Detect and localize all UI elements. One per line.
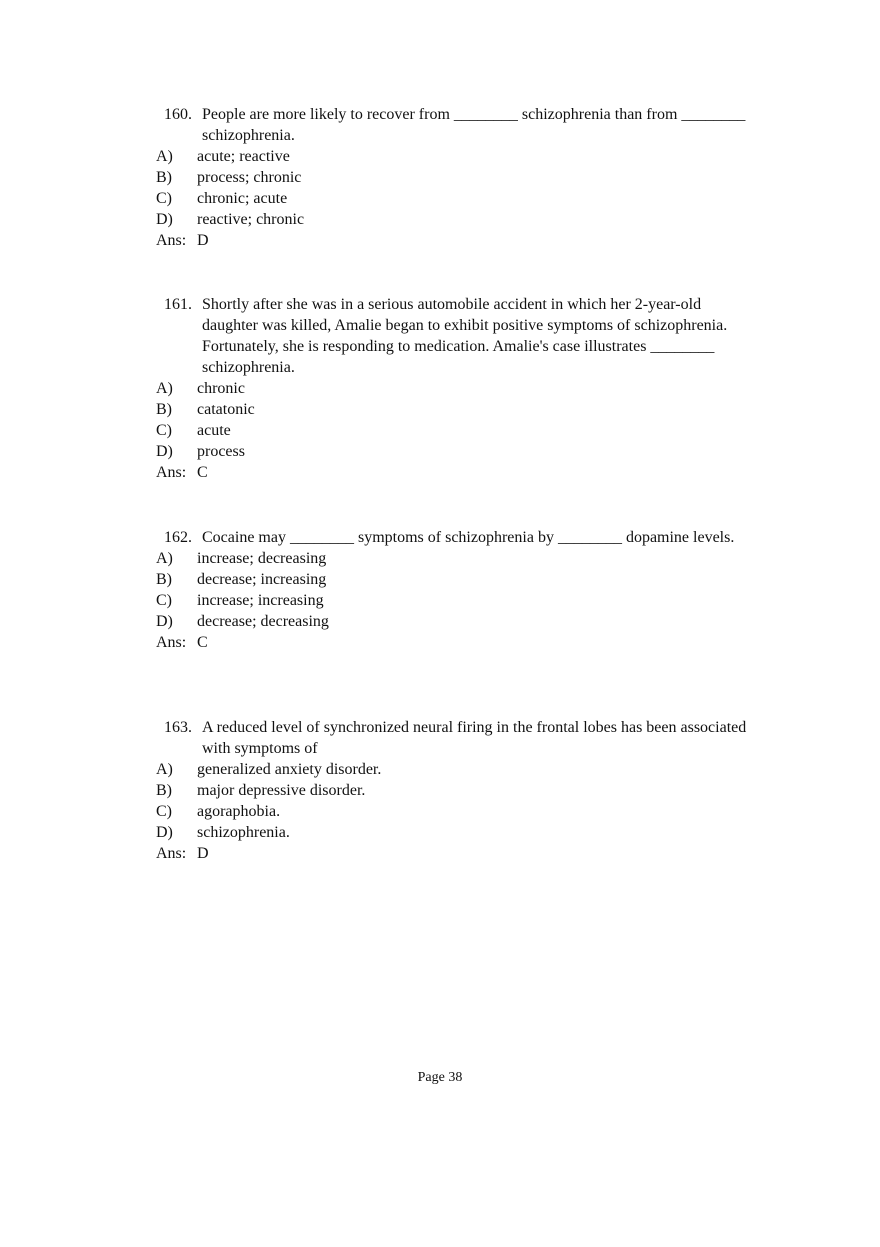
choice-a — [156, 146, 880, 167]
choice-text: increase; decreasing — [197, 550, 327, 567]
choice-b — [156, 399, 880, 420]
answer-label: Ans: — [156, 845, 187, 862]
answer-line — [156, 462, 880, 483]
choice-text: acute — [197, 422, 231, 439]
choice-letter: B) — [156, 571, 172, 588]
question-text: People are more likely to recover from ________ schizophrenia than from ________ schizophrenia. — [202, 106, 746, 144]
choice-letter: A) — [156, 380, 173, 397]
answer-line — [156, 843, 880, 864]
choice-text: schizophrenia. — [197, 824, 290, 841]
choice-b — [156, 167, 880, 188]
answer-label: Ans: — [156, 232, 187, 249]
question-text: Cocaine may ________ symptoms of schizophrenia by ________ dopamine levels. — [202, 529, 735, 546]
choice-d — [156, 441, 880, 462]
choice-text: generalized anxiety disorder. — [197, 761, 382, 778]
choice-text: decrease; decreasing — [197, 613, 329, 630]
question-number: 163. — [164, 719, 192, 736]
choice-a — [156, 759, 880, 780]
choice-letter: B) — [156, 169, 172, 186]
question-stem — [164, 527, 754, 548]
choice-c — [156, 420, 880, 441]
answer-value: D — [197, 845, 209, 862]
answer-label: Ans: — [156, 464, 187, 481]
choice-d — [156, 209, 880, 230]
answer-line — [156, 230, 880, 251]
answer-value: D — [197, 232, 209, 249]
choice-text: chronic; acute — [197, 190, 288, 207]
choice-text: process; chronic — [197, 169, 302, 186]
choice-d — [156, 822, 880, 843]
choice-text: major depressive disorder. — [197, 782, 366, 799]
question-stem — [164, 294, 754, 378]
choice-b — [156, 569, 880, 590]
question-163 — [0, 717, 880, 864]
choice-c — [156, 188, 880, 209]
choice-letter: C) — [156, 803, 172, 820]
question-160 — [0, 104, 880, 251]
question-stem — [164, 104, 754, 146]
choice-d — [156, 611, 880, 632]
choice-text: acute; reactive — [197, 148, 290, 165]
question-number: 160. — [164, 106, 192, 123]
question-text: Shortly after she was in a serious automobile accident in which her 2-year-old daughter was killed, Amalie began to exhibit positive symptoms of schizophrenia. Fortunately, she is responding to medication. Amalie's case illustrates ________ schizophrenia. — [202, 296, 728, 376]
choice-letter: A) — [156, 761, 173, 778]
question-text: A reduced level of synchronized neural firing in the frontal lobes has been associated with symptoms of — [202, 719, 747, 757]
question-161 — [0, 294, 880, 483]
choice-text: catatonic — [197, 401, 255, 418]
question-162 — [0, 527, 880, 653]
choice-c — [156, 590, 880, 611]
choice-a — [156, 378, 880, 399]
answer-label: Ans: — [156, 634, 187, 651]
choice-letter: B) — [156, 782, 172, 799]
choice-letter: C) — [156, 422, 172, 439]
choice-c — [156, 801, 880, 822]
choice-text: agoraphobia. — [197, 803, 281, 820]
choice-b — [156, 780, 880, 801]
choice-letter: A) — [156, 550, 173, 567]
question-number: 161. — [164, 296, 192, 313]
choice-text: decrease; increasing — [197, 571, 327, 588]
choice-letter: A) — [156, 148, 173, 165]
answer-line — [156, 632, 880, 653]
choice-letter: B) — [156, 401, 172, 418]
choice-letter: D) — [156, 824, 173, 841]
question-number: 162. — [164, 529, 192, 546]
choice-text: increase; increasing — [197, 592, 324, 609]
page-number: Page 38 — [417, 1070, 463, 1085]
choice-a — [156, 548, 880, 569]
choice-letter: D) — [156, 443, 173, 460]
choice-letter: D) — [156, 211, 173, 228]
choice-text: chronic — [197, 380, 245, 397]
choice-text: process — [197, 443, 245, 460]
choice-text: reactive; chronic — [197, 211, 305, 228]
choice-letter: C) — [156, 592, 172, 609]
answer-value: C — [197, 634, 208, 651]
answer-value: C — [197, 464, 208, 481]
question-stem — [164, 717, 754, 759]
choice-letter: C) — [156, 190, 172, 207]
choice-letter: D) — [156, 613, 173, 630]
